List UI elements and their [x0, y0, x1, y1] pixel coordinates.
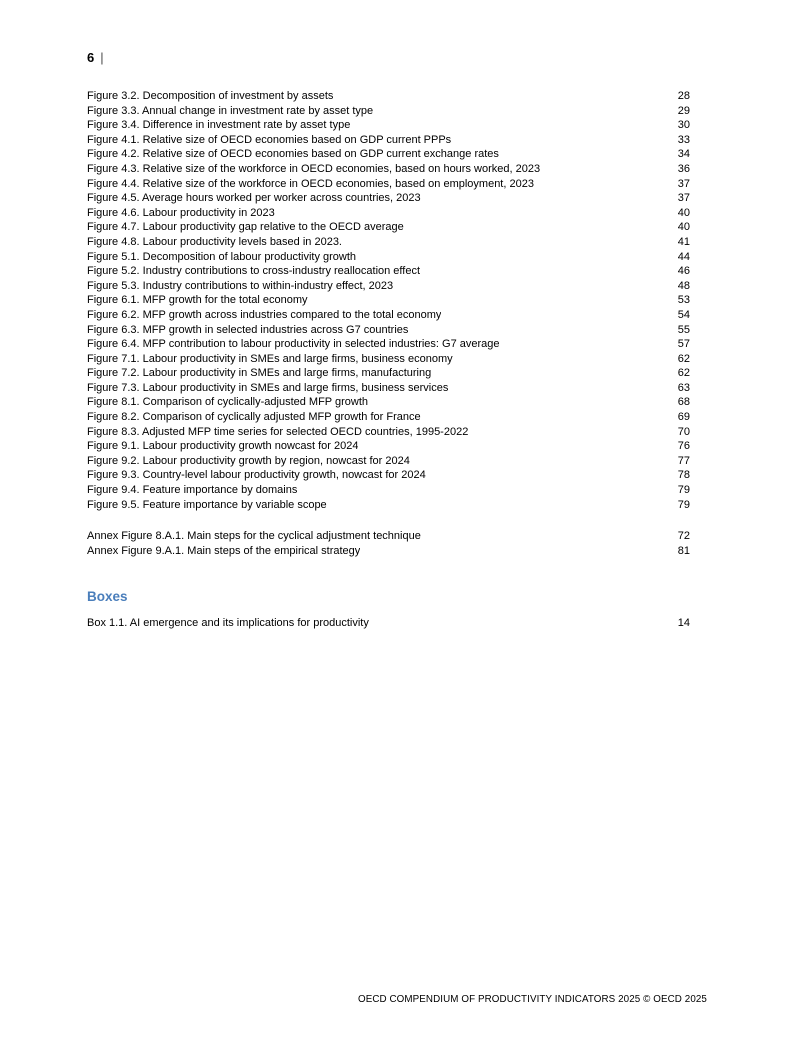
- figure-toc-entry: [87, 483, 690, 498]
- boxes-heading: Boxes: [87, 589, 128, 605]
- figure-entry-page-number: 62: [677, 367, 690, 380]
- figure-entry-title: Figure 4.2. Relative size of OECD economies based on GDP current exchange rates: [87, 148, 499, 161]
- figure-entry-title: Figure 9.3. Country-level labour productivity growth, nowcast for 2024: [87, 469, 426, 482]
- figure-entry-title: Figure 4.3. Relative size of the workforce in OECD economies, based on hours worked, 2023: [87, 162, 541, 175]
- figure-entry-title: Figure 4.8. Labour productivity levels based in 2023.: [87, 235, 342, 248]
- figure-entry-title: Figure 5.2. Industry contributions to cross-industry reallocation effect: [87, 265, 421, 278]
- boxes-list: [87, 616, 707, 631]
- figure-toc-entry: [87, 425, 690, 440]
- figure-entry-title: Figure 9.5. Feature importance by variable scope: [87, 498, 327, 511]
- figure-toc-entry: [87, 264, 690, 279]
- figure-toc-entry: [87, 323, 690, 338]
- figure-entry-page-number: 37: [677, 177, 690, 190]
- figure-entry-page-number: 76: [677, 440, 690, 453]
- page-header: [87, 50, 104, 66]
- figure-entry-page-number: 29: [677, 104, 690, 117]
- figure-entry-title: Figure 9.4. Feature importance by domains: [87, 484, 298, 497]
- figure-entry-title: Figure 8.1. Comparison of cyclically-adjusted MFP growth: [87, 396, 369, 409]
- annex-figure-entry-page-number: 81: [677, 544, 690, 557]
- figure-entry-page-number: 53: [677, 294, 690, 307]
- figure-entry-title: Figure 4.1. Relative size of OECD economies based on GDP current PPPs: [87, 133, 452, 146]
- figure-entry-title: Figure 5.1. Decomposition of labour productivity growth: [87, 250, 357, 263]
- figure-toc-entry: [87, 162, 690, 177]
- annex-figure-entry-page-number: 72: [677, 530, 690, 543]
- footer-text: OECD COMPENDIUM OF PRODUCTIVITY INDICATORS 2025 © OECD 2025: [357, 994, 707, 1005]
- figure-toc-entry: [87, 468, 690, 483]
- figure-toc-entry: [87, 104, 690, 119]
- figure-entry-title: Figure 6.1. MFP growth for the total economy: [87, 294, 308, 307]
- figure-toc-entry: [87, 133, 690, 148]
- figure-entry-title: Figure 3.3. Annual change in investment rate by asset type: [87, 104, 374, 117]
- box-entry-title: Box 1.1. AI emergence and its implications for productivity: [87, 617, 369, 630]
- figure-entry-title: Figure 5.3. Industry contributions to within-industry effect, 2023: [87, 279, 394, 292]
- figure-entry-title: Figure 7.1. Labour productivity in SMEs and large firms, business economy: [87, 352, 453, 365]
- figure-entry-page-number: 33: [677, 133, 690, 146]
- page-footer: [87, 994, 707, 1006]
- figure-entry-page-number: 77: [677, 454, 690, 467]
- figure-entry-title: Figure 8.2. Comparison of cyclically adjusted MFP growth for France: [87, 411, 421, 424]
- figure-entry-title: Figure 4.5. Average hours worked per worker across countries, 2023: [87, 192, 421, 205]
- figure-toc-entry: [87, 220, 690, 235]
- figure-toc-entry: [87, 410, 690, 425]
- figure-toc-entry: [87, 191, 690, 206]
- figure-toc-entry: [87, 337, 690, 352]
- figure-entry-page-number: 34: [677, 148, 690, 161]
- figure-toc-entry: [87, 293, 690, 308]
- figure-entry-title: Figure 3.4. Difference in investment rate by asset type: [87, 119, 351, 132]
- figure-toc-entry: [87, 498, 690, 513]
- figure-toc-entry: [87, 395, 690, 410]
- box-toc-entry: [87, 616, 690, 631]
- annex-figure-entry-title: Annex Figure 8.A.1. Main steps for the cyclical adjustment technique: [87, 530, 421, 543]
- figure-entry-page-number: 78: [677, 469, 690, 482]
- figure-entry-title: Figure 9.1. Labour productivity growth nowcast for 2024: [87, 440, 359, 453]
- figure-entry-page-number: 41: [677, 235, 690, 248]
- figure-entry-page-number: 40: [677, 206, 690, 219]
- figure-toc-entry: [87, 454, 690, 469]
- figure-toc-entry: [87, 89, 690, 104]
- figure-toc-entry: [87, 381, 690, 396]
- figure-entry-page-number: 54: [677, 308, 690, 321]
- figure-toc-entry: [87, 352, 690, 367]
- figure-entry-title: Figure 4.6. Labour productivity in 2023: [87, 206, 275, 219]
- figure-entry-page-number: 68: [677, 396, 690, 409]
- page-number: 6: [87, 50, 95, 65]
- figure-entry-page-number: 30: [677, 119, 690, 132]
- figure-entry-page-number: 55: [677, 323, 690, 336]
- figure-entry-title: Figure 8.3. Adjusted MFP time series for selected OECD countries, 1995-2022: [87, 425, 469, 438]
- figure-entry-page-number: 70: [677, 425, 690, 438]
- figure-toc-entry: [87, 118, 690, 133]
- figure-entry-page-number: 63: [677, 381, 690, 394]
- figure-toc-entry: [87, 147, 690, 162]
- annex-figure-entry-title: Annex Figure 9.A.1. Main steps of the empirical strategy: [87, 544, 361, 557]
- figure-toc-entry: [87, 366, 690, 381]
- figure-entry-page-number: 36: [677, 162, 690, 175]
- figure-entry-page-number: 79: [677, 498, 690, 511]
- figure-entry-page-number: 44: [677, 250, 690, 263]
- figure-entry-page-number: 69: [677, 411, 690, 424]
- figure-entry-page-number: 37: [677, 192, 690, 205]
- figure-entry-title: Figure 6.2. MFP growth across industries compared to the total economy: [87, 308, 442, 321]
- figure-entry-title: Figure 4.7. Labour productivity gap relative to the OECD average: [87, 221, 404, 234]
- annex-figure-toc-entry: [87, 529, 690, 544]
- figure-entry-title: Figure 9.2. Labour productivity growth by region, nowcast for 2024: [87, 454, 410, 467]
- figure-toc-entry: [87, 177, 690, 192]
- figure-toc-entry: [87, 439, 690, 454]
- figure-entry-title: Figure 4.4. Relative size of the workforce in OECD economies, based on employment, 2023: [87, 177, 534, 190]
- annex-figure-toc-entry: [87, 544, 690, 559]
- figure-entry-page-number: 40: [677, 221, 690, 234]
- page-number-separator: |: [100, 50, 104, 65]
- annex-figures-list: [87, 529, 707, 558]
- figure-entry-page-number: 46: [677, 265, 690, 278]
- figure-entry-title: Figure 6.3. MFP growth in selected industries across G7 countries: [87, 323, 409, 336]
- figure-toc-entry: [87, 235, 690, 250]
- list-of-figures-content: [87, 89, 707, 631]
- figure-entry-page-number: 48: [677, 279, 690, 292]
- figure-toc-entry: [87, 279, 690, 294]
- figure-entry-page-number: 57: [677, 338, 690, 351]
- figure-entry-page-number: 28: [677, 90, 690, 102]
- figure-toc-entry: [87, 308, 690, 323]
- figure-toc-entry: [87, 206, 690, 221]
- figure-toc-entry: [87, 250, 690, 265]
- figure-entry-page-number: 62: [677, 352, 690, 365]
- figure-entry-title: Figure 7.3. Labour productivity in SMEs and large firms, business services: [87, 381, 449, 394]
- figure-entry-title: Figure 3.2. Decomposition of investment by assets: [87, 90, 334, 102]
- figure-entry-title: Figure 7.2. Labour productivity in SMEs and large firms, manufacturing: [87, 367, 432, 380]
- figures-list: [87, 89, 707, 512]
- figure-entry-page-number: 79: [677, 484, 690, 497]
- box-entry-page-number: 14: [677, 617, 690, 630]
- figure-entry-title: Figure 6.4. MFP contribution to labour productivity in selected industries: G7 average: [87, 338, 500, 351]
